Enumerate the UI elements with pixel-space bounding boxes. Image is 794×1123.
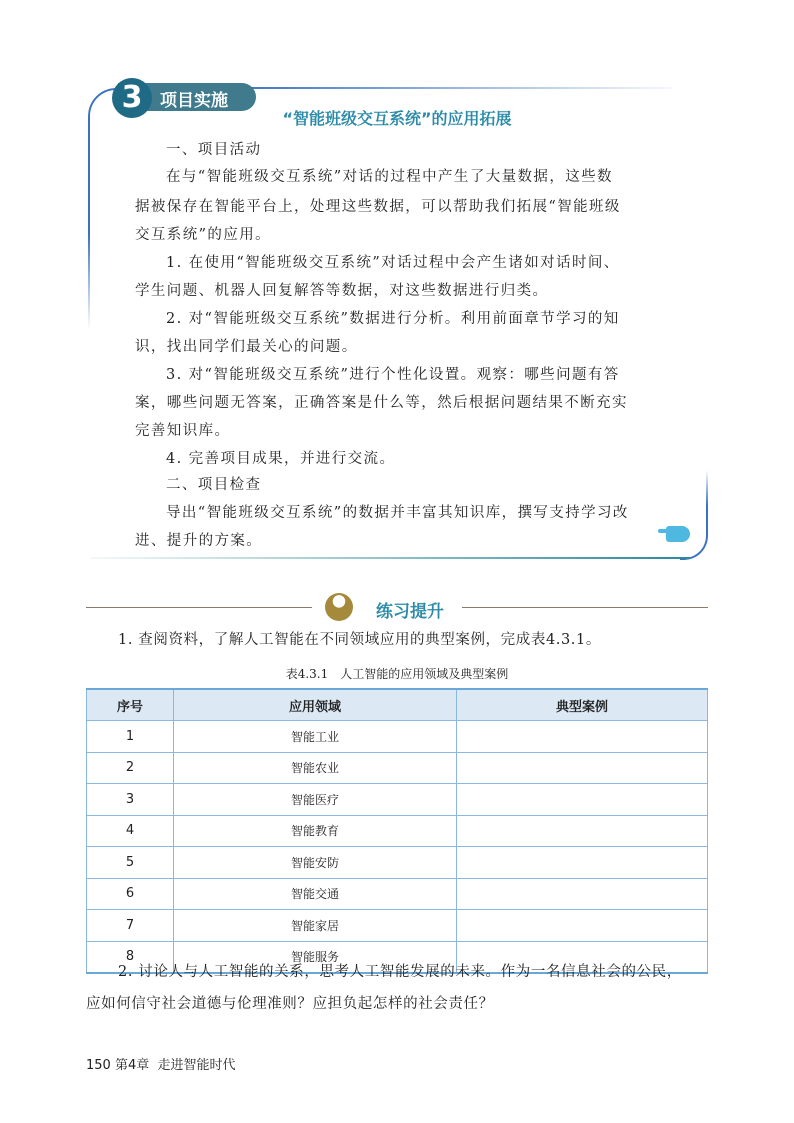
- page-footer: [86, 1054, 236, 1073]
- practice-title: 练习提升: [376, 602, 444, 622]
- row-field: 智能农业: [174, 752, 457, 784]
- table-caption: 表4.3.1 人工智能的应用领域及典型案例: [285, 667, 509, 681]
- project-paragraph-line: 学生问题、机器人回复解答等数据，对这些数据进行归类。: [135, 283, 549, 299]
- project-paragraph-line: 交互系统”的应用。: [135, 227, 272, 243]
- divider: [86, 607, 312, 608]
- question-2-line1: 2. 讨论人与人工智能的关系，思考人工智能发展的未来。作为一名信息社会的公民，: [118, 964, 682, 980]
- question-1: 1. 查阅资料，了解人工智能在不同领域应用的典型案例，完成表4.3.1。: [118, 632, 601, 648]
- header-field: 应用领域: [174, 689, 457, 721]
- project-paragraph-line: 导出“智能班级交互系统”的数据并丰富其知识库，撰写支持学习改: [166, 505, 629, 521]
- row-field: 智能教育: [174, 815, 457, 847]
- row-index: 3: [87, 784, 174, 816]
- header-cases: 典型案例: [457, 689, 708, 721]
- frame-border: [680, 470, 708, 560]
- row-field: 智能交通: [174, 878, 457, 910]
- frame-border: [233, 87, 673, 89]
- row-field: 智能服务: [174, 941, 457, 973]
- chapter-number: 第4章: [114, 1058, 150, 1073]
- pointing-hand-icon: [666, 526, 690, 542]
- row-cases[interactable]: [457, 721, 708, 753]
- row-cases[interactable]: [457, 784, 708, 816]
- page-number: 150: [86, 1058, 111, 1073]
- row-cases[interactable]: [457, 752, 708, 784]
- project-paragraph-line: 3. 对“智能班级交互系统”进行个性化设置。观察：哪些问题有答: [166, 367, 620, 383]
- row-cases[interactable]: [457, 910, 708, 942]
- row-field: 智能安防: [174, 847, 457, 879]
- table-row: [87, 910, 708, 942]
- project-paragraph-line: 完善知识库。: [135, 423, 231, 439]
- application-table: [86, 688, 708, 974]
- row-field: 智能医疗: [174, 784, 457, 816]
- row-cases[interactable]: [457, 847, 708, 879]
- practice-icon: [325, 593, 353, 621]
- project-paragraph-line: 在与“智能班级交互系统”对话的过程中产生了大量数据，这些数: [166, 169, 613, 185]
- row-index: 2: [87, 752, 174, 784]
- project-subtitle: “智能班级交互系统”的应用拓展: [282, 109, 512, 128]
- table-row: [87, 878, 708, 910]
- row-index: 8: [87, 941, 174, 973]
- row-index: 6: [87, 878, 174, 910]
- row-index: 7: [87, 910, 174, 942]
- badge-number-icon: 3: [112, 78, 152, 118]
- table-row: [87, 721, 708, 753]
- frame-border: [90, 557, 690, 559]
- table-row: [87, 815, 708, 847]
- project-paragraph-line: 一、项目活动: [166, 142, 262, 158]
- project-paragraph-line: 4. 完善项目成果，并进行交流。: [166, 451, 396, 467]
- project-paragraph-line: 二、项目检查: [166, 477, 262, 493]
- project-paragraph-line: 1. 在使用“智能班级交互系统”对话过程中会产生诸如对话时间、: [166, 255, 620, 271]
- table-row: [87, 784, 708, 816]
- row-field: 智能工业: [174, 721, 457, 753]
- project-paragraph-line: 识，找出同学们最关心的问题。: [135, 339, 358, 355]
- project-paragraph-line: 进、提升的方案。: [135, 533, 263, 549]
- question-2-line2: 应如何信守社会道德与伦理准则？应担负起怎样的社会责任？: [86, 996, 494, 1012]
- row-cases[interactable]: [457, 815, 708, 847]
- row-field: 智能家居: [174, 910, 457, 942]
- divider: [462, 607, 708, 608]
- row-index: 4: [87, 815, 174, 847]
- table-row: [87, 752, 708, 784]
- project-paragraph-line: 2. 对“智能班级交互系统”数据进行分析。利用前面章节学习的知: [166, 311, 620, 327]
- chapter-title: 走进智能时代: [157, 1058, 236, 1073]
- row-index: 1: [87, 721, 174, 753]
- table-row: [87, 847, 708, 879]
- project-paragraph-line: 案，哪些问题无答案，正确答案是什么等，然后根据问题结果不断充实: [135, 395, 628, 411]
- header-index: 序号: [87, 689, 174, 721]
- row-cases[interactable]: [457, 878, 708, 910]
- row-index: 5: [87, 847, 174, 879]
- section-label: 项目实施: [160, 91, 228, 111]
- project-paragraph-line: 据被保存在智能平台上，处理这些数据，可以帮助我们拓展“智能班级: [135, 199, 621, 215]
